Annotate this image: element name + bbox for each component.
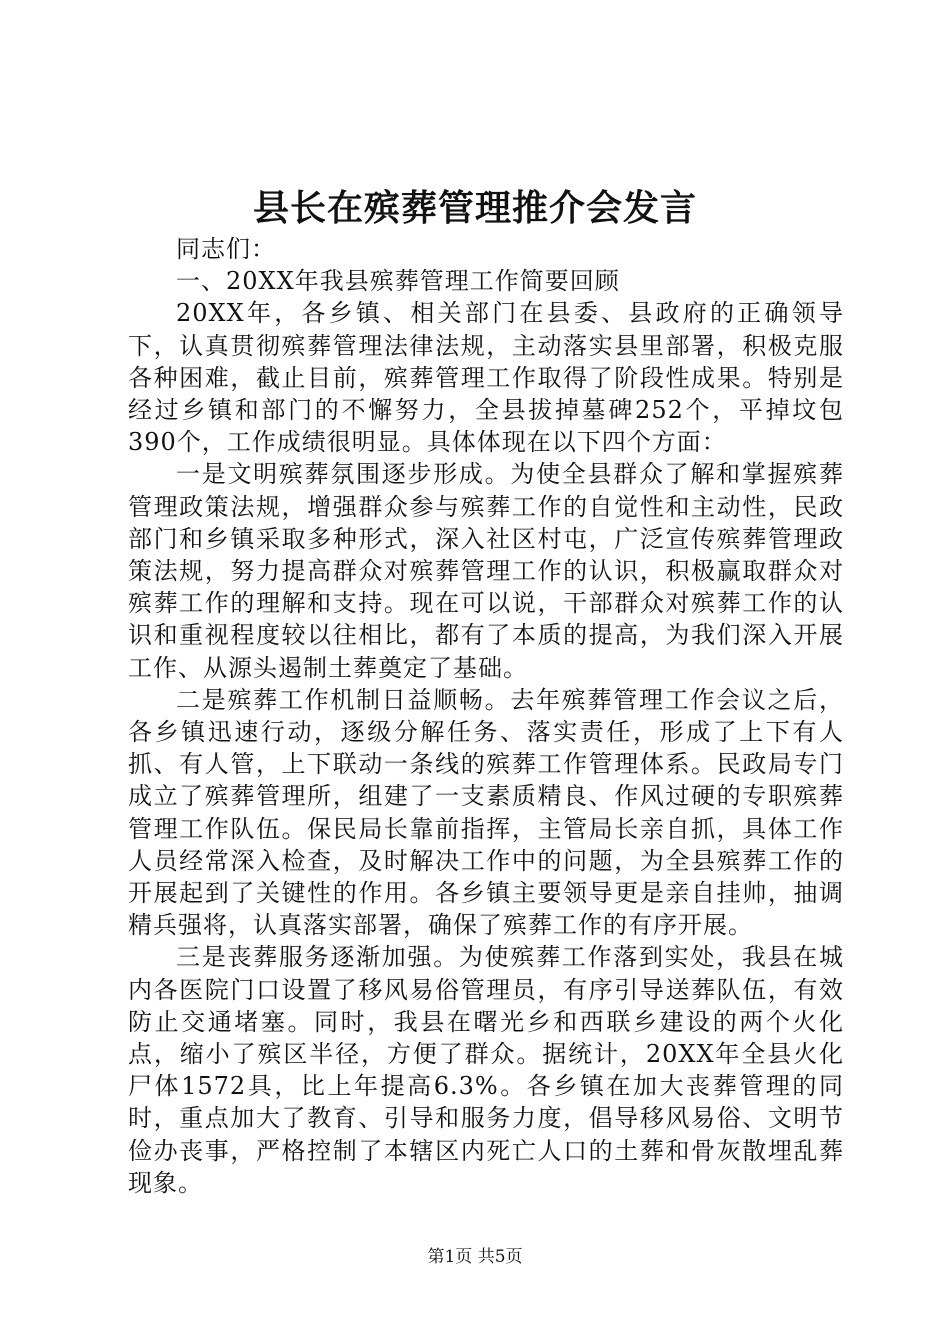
salutation: 同志们： [176,235,276,263]
document-body [128,233,844,1199]
page-footer: 第1页 共5页 [427,1247,523,1267]
body-paragraph: 三是丧葬服务逐渐加强。为使殡葬工作落到实处，我县在城内各医院门口设置了移风易俗管理员，有序引导送葬队伍，有效防止交通堵塞。同时，我县在曙光乡和西联乡建设的两个火化点，缩小了殡区半径，方便了群众。据统计，20XX年全县火化尸体1572具，比上年提高6.3%。各乡镇在加大丧葬管理的同时，重点加大了教育、引导和服务力度，倡导移风易俗、文明节俭办丧事，严格控制了本辖区内死亡人口的土葬和骨灰散埋乱葬现象。 [128,943,844,1197]
document-title: 县长在殡葬管理推介会发言 [252,187,697,229]
section-heading: 一、20XX年我县殡葬管理工作简要回顾 [176,267,620,296]
body-paragraph: 二是殡葬工作机制日益顺畅。去年殡葬管理工作会议之后，各乡镇迅速行动，逐级分解任务、落实责任，形成了上下有人抓、有人管，上下联动一条线的殡葬工作管理体系。民政局专门成立了殡葬管理所，组建了一支素质精良、作风过硬的专职殡葬管理工作队伍。保民局长靠前指挥，主管局长亲自抓，具体工作人员经常深入检查，及时解决工作中的问题，为全县殡葬工作的开展起到了关键性的作用。各乡镇主要领导更是亲自挂帅，抽调精兵强将，认真落实部署，确保了殡葬工作的有序开展。 [128,685,844,940]
body-paragraph: 一是文明殡葬氛围逐步形成。为使全县群众了解和掌握殡葬管理政策法规，增强群众参与殡葬工作的自觉性和主动性，民政部门和乡镇采取多种形式，深入社区村屯，广泛宣传殡葬管理政策法规，努力提高群众对殡葬管理工作的认识，积极赢取群众对殡葬工作的理解和支持。现在可以说，干部群众对殡葬工作的认识和重视程度较以往相比，都有了本质的提高，为我们深入开展工作、从源头遏制土葬奠定了基础。 [128,460,844,682]
body-paragraph: 20XX年，各乡镇、相关部门在县委、县政府的正确领导下，认真贯彻殡葬管理法律法规，主动落实县里部署，积极克服各种困难，截止目前，殡葬管理工作取得了阶段性成果。特别是经过乡镇和部门的不懈努力，全县拔掉墓碑252个，平掉坟包390个，工作成绩很明显。具体体现在以下四个方面： [128,299,844,457]
